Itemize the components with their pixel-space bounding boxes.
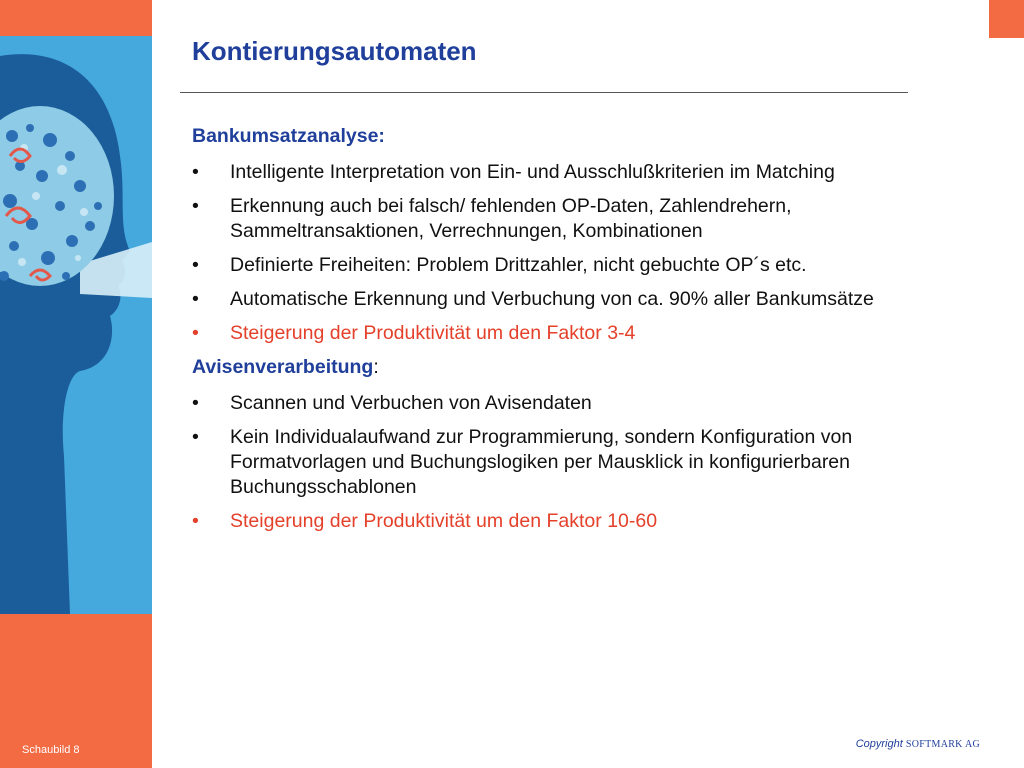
section-heading	[192, 355, 982, 380]
bullet-text: Steigerung der Produktivität um den Faktor 3-4	[230, 322, 636, 344]
slide-content	[192, 124, 982, 543]
bullet-marker: •	[192, 161, 199, 183]
bullet-text: Steigerung der Produktivität um den Faktor 10-60	[230, 510, 658, 532]
bullet-item	[192, 287, 982, 312]
title-divider	[180, 92, 908, 93]
section-heading-colon: :	[373, 356, 379, 378]
section-heading-text: Avisenverarbeitung	[192, 356, 374, 378]
bullet-item	[192, 391, 982, 416]
bullet-item-highlight	[192, 509, 982, 534]
bullet-text: Scannen und Verbuchen von Avisendaten	[230, 392, 592, 414]
copyright-footer	[856, 738, 980, 750]
bullet-text: Erkennung auch bei falsch/ fehlenden OP-Daten, Zahlendrehern, Sammeltransaktionen, Verrechnungen, Kombinationen	[230, 195, 792, 242]
bullet-marker: •	[192, 426, 199, 448]
bullet-text: Intelligente Interpretation von Ein- und Ausschlußkriterien im Matching	[230, 161, 835, 183]
bullet-marker: •	[192, 254, 199, 276]
bullet-text: Kein Individualaufwand zur Programmierung, sondern Konfiguration von Formatvorlagen und Buchungslogiken per Mausklick in konfigurierbaren Buchungsschablonen	[230, 426, 853, 498]
copyright-label: Copyright	[855, 738, 903, 750]
bullet-item	[192, 425, 982, 500]
bullet-marker: •	[192, 392, 199, 414]
corner-accent	[989, 0, 1024, 38]
bullet-text: Definierte Freiheiten: Problem Drittzahler, nicht gebuchte OP´s etc.	[230, 254, 807, 276]
section-heading: Bankumsatzanalyse:	[192, 125, 385, 147]
decorative-sidebar	[0, 0, 152, 768]
bullet-item	[192, 253, 982, 278]
company-brand: SOFTMARK AG	[905, 739, 980, 750]
bullet-item-highlight	[192, 321, 982, 346]
slide-title: Kontierungsautomaten	[192, 36, 477, 66]
bullet-item	[192, 160, 982, 185]
brain-head-illustration	[0, 36, 152, 614]
slide-number: Schaubild 8	[22, 744, 80, 756]
bullet-item	[192, 194, 982, 244]
bullet-marker: •	[192, 288, 199, 310]
bullet-marker: •	[192, 510, 199, 532]
bullet-marker: •	[192, 322, 199, 344]
bullet-text: Automatische Erkennung und Verbuchung von ca. 90% aller Bankumsätze	[230, 288, 874, 310]
bullet-marker: •	[192, 195, 199, 217]
